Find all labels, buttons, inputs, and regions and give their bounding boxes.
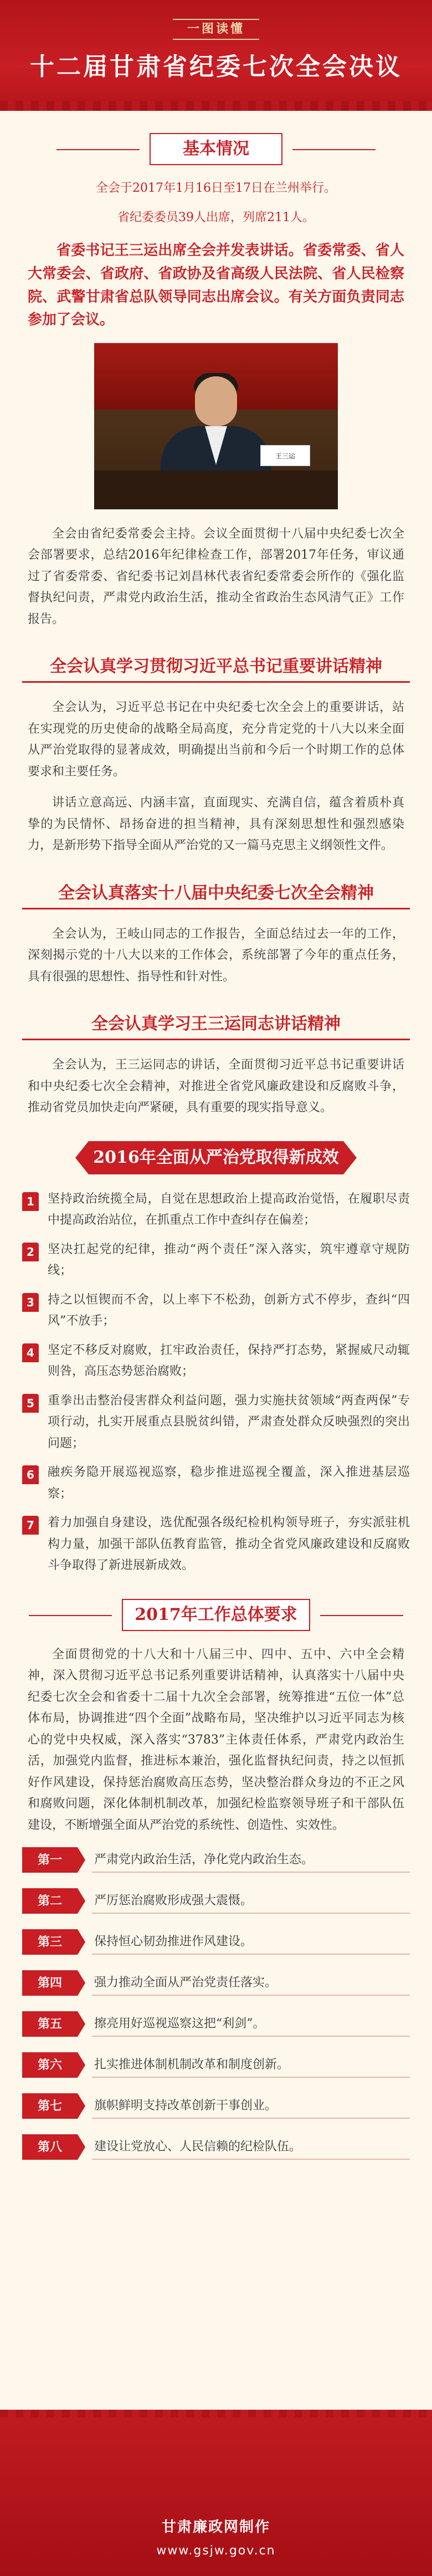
sec1-paragraph-2: 讲话立意高远、内涵丰富，直面现实、充满自信，蕴含着质朴真挚的为民情怀、昂扬奋进的担当精神，具有深刻思想性和强烈感染力，是新形势下指导全面从严治党的又一篇马克思主义纲领性文件。 bbox=[28, 796, 404, 853]
footer bbox=[0, 2410, 432, 2576]
page-title: 十二届甘肃省纪委七次全会决议 bbox=[30, 52, 402, 81]
task-row bbox=[22, 2134, 410, 2160]
list-number-badge: 6 bbox=[22, 1465, 39, 1484]
header-tag: 一图读懂 bbox=[173, 19, 259, 40]
basic-paragraph: 全会由省纪委常委会主持。会议全面贯彻十八届中央纪委七次全会部署要求，总结2016年纪律检查工作，部署2017年任务，审议通过了省委常委、省纪委书记刘昌林代表省纪委常委会所作的《强化监督执纪问责，严肃党内政治生活，推动全省政治生态风清气正》工作报告。 bbox=[28, 527, 404, 626]
sec3-paragraph-1: 全会认为，王三运同志的讲话，全面贯彻习近平总书记重要讲话和中央纪委七次全会精神，对推进全省党风廉政建设和反腐败斗争，推动省党员加快走向严紧硬，具有重要的现实指导意义。 bbox=[28, 1058, 404, 1115]
list-item bbox=[22, 1340, 410, 1383]
list-item bbox=[22, 1462, 410, 1505]
section-title-basic: 基本情况 bbox=[150, 133, 282, 165]
task-badge: 第三 bbox=[22, 1929, 78, 1955]
task-badge: 第五 bbox=[22, 2011, 78, 2037]
list-item bbox=[22, 1189, 410, 1231]
sec5-paragraph-1: 全面贯彻党的十八大和十八届三中、四中、五中、六中全会精神，深入贯彻习近平总书记系列重要讲话精神，认真落实十八届中央纪委七次全会和省委十二届十九次全会部署，统筹推进“五位一体”总体布局，协调推进“四个全面”战略布局，坚决维护以习近平同志为核心的党中央权威，深入落实“3783”主体责任体系，严肃党内政治生活，加强党内监督，推进标本兼治，强化监督执纪问责，持之以恒抓好作风建设，保持惩治腐败高压态势，坚决整治群众身边的不正之风和腐败问题，深化体制机制改革，加强纪检监察领导班子和干部队伍建设，不断增强全面从严治党的系统性、创造性、实效性。 bbox=[28, 1647, 404, 1832]
task-row bbox=[22, 2011, 410, 2037]
task-text: 扎实推进体制机制改革和制度创新。 bbox=[92, 2052, 410, 2078]
task-text: 建设让党放心、人民信赖的纪检队伍。 bbox=[92, 2134, 410, 2160]
list-number-badge: 7 bbox=[22, 1516, 39, 1535]
task-text: 擦亮用好巡视巡察这把“利剑”。 bbox=[92, 2011, 410, 2037]
list-item-text: 融疾务隐开展巡视巡察，稳步推进巡视全覆盖，深入推进基层巡察； bbox=[48, 1465, 410, 1501]
list-item-text: 坚决扛起党的纪律，推动“两个责任”深入落实，筑牢遵章守规防线； bbox=[48, 1242, 410, 1278]
task-row bbox=[22, 1888, 410, 1914]
task-list bbox=[22, 1847, 410, 2160]
section-title-2017-requirements: 2017年工作总体要求 bbox=[122, 1599, 310, 1631]
list-item-text: 坚定不移反对腐败，扛牢政治责任，保持严打态势，紧握威尺动辄则咎，高压态势惩治腐败； bbox=[48, 1343, 410, 1379]
task-row bbox=[22, 2052, 410, 2078]
list-item-text: 重拳出击整治侵害群众利益问题，强力实施扶贫领域“两查两保”专项行动，扎实开展重点县脱贫纠错，严肃查处群众反映强烈的突出问题； bbox=[48, 1393, 410, 1450]
task-text: 强力推动全面从严治党责任落实。 bbox=[92, 1970, 410, 1996]
section-title-xi-speech: 全会认真学习贯彻习近平总书记重要讲话精神 bbox=[22, 652, 410, 683]
list-number-badge: 5 bbox=[22, 1394, 39, 1413]
task-row bbox=[22, 1929, 410, 1955]
task-badge: 第二 bbox=[22, 1888, 78, 1914]
task-row bbox=[22, 2093, 410, 2119]
task-badge: 第四 bbox=[22, 1970, 78, 1996]
name-card: 王三运 bbox=[260, 445, 310, 466]
footer-producer: 甘肃廉政网制作 bbox=[161, 2519, 270, 2536]
list-item bbox=[22, 1290, 410, 1332]
task-text: 旗帜鲜明支持改革创新干事创业。 bbox=[92, 2093, 410, 2119]
sec1-paragraph-1: 全会认为，习近平总书记在中央纪委七次全会上的重要讲话，站在实现党的历史使命的战略全局高度，充分肯定党的十八大以来全面从严治党取得的显著成效，明确提出当前和今后一个时期工作的总体要求和主要任务。 bbox=[28, 701, 404, 779]
list-item-text: 着力加强自身建设，选优配强各级纪检机构领导班子，夯实派驻机构力量，加强干部队伍教育监管，推动全省党风廉政建设和反腐败斗争取得了新进展新成效。 bbox=[48, 1516, 410, 1573]
list-item bbox=[22, 1391, 410, 1455]
task-text: 严肃党内政治生活，净化党内政治生态。 bbox=[92, 1847, 410, 1873]
meeting-photo bbox=[94, 343, 338, 509]
list-item bbox=[22, 1239, 410, 1282]
task-badge: 第六 bbox=[22, 2052, 78, 2078]
task-row bbox=[22, 1847, 410, 1873]
task-badge: 第八 bbox=[22, 2134, 78, 2160]
task-row bbox=[22, 1970, 410, 1996]
task-text: 严厉惩治腐败形成强大震慑。 bbox=[92, 1888, 410, 1914]
header-banner bbox=[0, 0, 432, 111]
list-item bbox=[22, 1512, 410, 1577]
section-title-2016-results: 2016年全面从严治党取得新成效 bbox=[89, 1141, 343, 1174]
task-badge: 第七 bbox=[22, 2093, 78, 2119]
meeting-attendance: 省纪委委员39人出席，列席211人。 bbox=[117, 211, 315, 225]
footer-url: www.gsjw.gov.cn bbox=[156, 2543, 276, 2558]
list-item-text: 持之以恒锲而不舍，以上率下不松劲，创新方式不停步，查纠“四风”不放手； bbox=[48, 1292, 410, 1328]
list-number-badge: 2 bbox=[22, 1243, 39, 1261]
task-text: 保持恒心韧劲推进作风建设。 bbox=[92, 1929, 410, 1955]
list-number-badge: 3 bbox=[22, 1293, 39, 1312]
section-title-ccdi-plenary: 全会认真落实十八届中央纪委七次全会精神 bbox=[22, 879, 410, 909]
list-number-badge: 1 bbox=[22, 1192, 39, 1211]
section-title-wang-speech: 全会认真学习王三运同志讲话精神 bbox=[22, 1010, 410, 1040]
list-item-text: 坚持政治统揽全局，自觉在思想政治上提高政治觉悟，在履职尽责中提高政治站位，在抓重点工作中查纠存在偏差； bbox=[48, 1192, 410, 1228]
sec2-paragraph-1: 全会认为，王岐山同志的工作报告，全面总结过去一年的工作，深刻揭示党的十八大以来的工作体会，系统部署了今年的重点任务，具有很强的思想性、指导性和针对性。 bbox=[28, 927, 404, 984]
meeting-leaders: 省委书记王三运出席全会并发表讲话。省委常委、省人大常委会、省政府、省政协及省高级人民法院、省人民检察院、武警甘肃省总队领导同志出席会议。有关方面负责同志参加了会议。 bbox=[28, 242, 404, 329]
results-list bbox=[22, 1189, 410, 1577]
meeting-dates: 全会于2017年1月16日至17日在兰州举行。 bbox=[96, 181, 336, 195]
list-number-badge: 4 bbox=[22, 1343, 39, 1362]
task-badge: 第一 bbox=[22, 1847, 78, 1873]
